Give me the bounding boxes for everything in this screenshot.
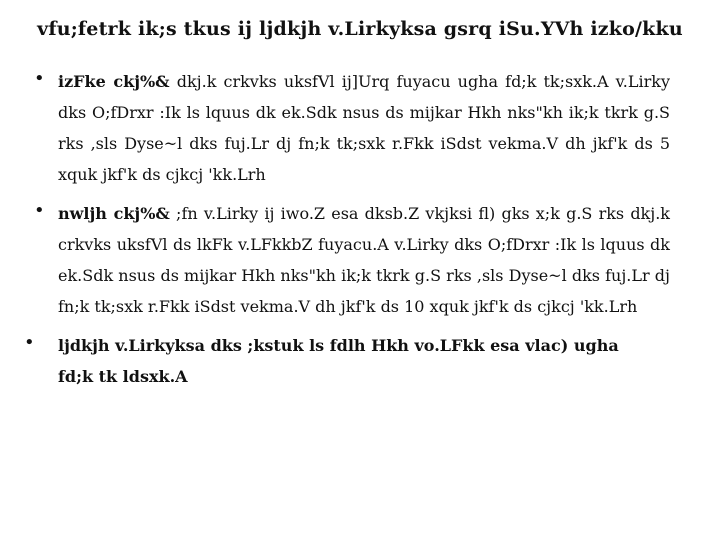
bullet-label: izFke ckj%& [58,72,170,91]
bullet-body: dkj.k crkvks uksfVl ij]Urq fuyacu ugha fd;k tk;sxk.A v.Lirky dks O;fDrxr :Ik ls lquus dk ek.Sdk nsus ds mijkar Hkh nks"kh ik;k tkrk g.S rks ,sls Dyse~l dks fuj.Lr dj fn;k tk;sxk r.Fkk iSdst vekma.V dh jkf'k ds 5 xquk jkf'k ds cjkcj 'kk.Lrh [58,72,671,184]
bullet-dot-icon: • [34,200,45,221]
bullet-label: nwljh ckj%& [58,204,170,223]
bullet-dot-icon: • [34,68,45,89]
slide-title: vfu;fetrk ik;s tkus ij ljdkjh v.Lirkyksa gsrq iSu.YVh izko/kku [37,18,683,40]
bullet-dot-icon: • [24,332,35,353]
bullet-body: ;fn v.Lirky ij iwo.Z esa dksb.Z vkjksi fl) gks x;k g.S rks dkj.k crkvks uksfVl ds lkFk v.LFkkbZ fuyacu.A v.Lirky dks O;fDrxr :Ik ls lquus dk ek.Sdk nsus ds mijkar Hkh nks"kh ik;k tkrk g.S rks ,sls Dyse~l dks fuj.Lr dj fn;k tk;sxk r.Fkk iSdst vekma.V dh jkf'k ds 10 xquk jkf'k ds cjkcj 'kk.Lrh [58,204,670,316]
bullet-list [0,66,720,400]
bullet-item-second-time [0,198,720,322]
bullet-body: ljdkjh v.Lirkyksa dks ;kstuk ls fdlh Hkh vo.LFkk esa vlac) ugha fd;k tk ldsxk.A [58,336,619,386]
bullet-text [58,66,670,190]
bullet-text [58,198,670,322]
bullet-item-first-time [0,66,720,190]
bullet-item-no-detachment [0,330,720,392]
